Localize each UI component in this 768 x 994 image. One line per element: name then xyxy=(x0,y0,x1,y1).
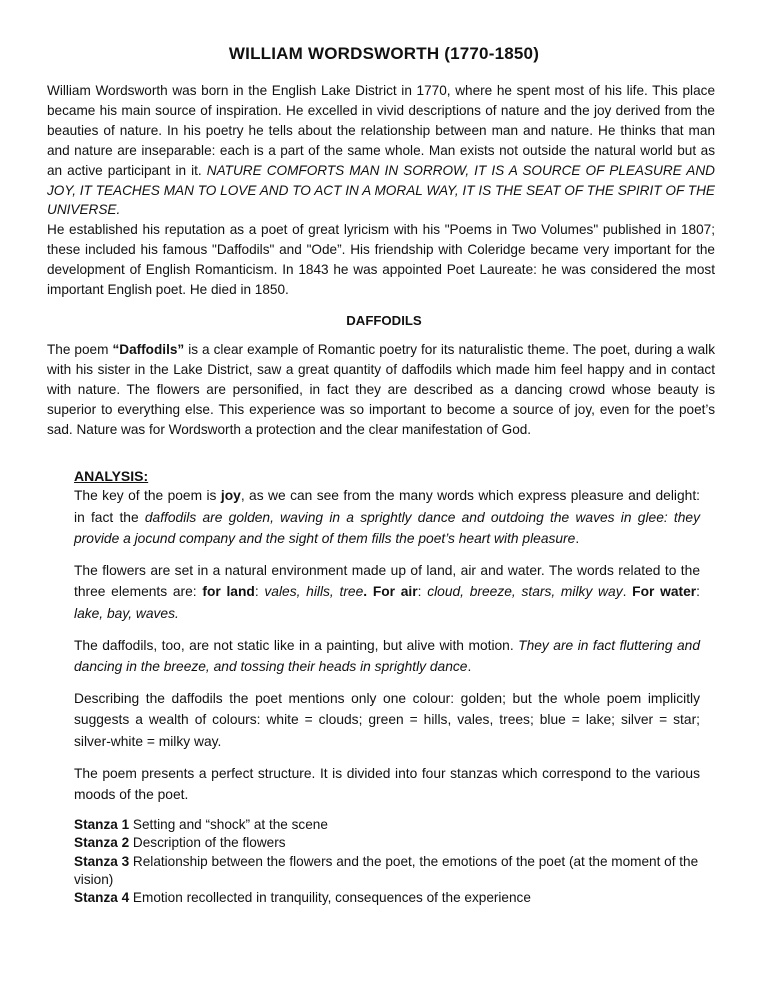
stanza-text: Setting and “shock” at the scene xyxy=(129,816,328,832)
p3-text-c: . xyxy=(467,659,472,675)
biography-paragraph xyxy=(47,81,715,300)
page-title: WILLIAM WORDSWORTH (1770-1850) xyxy=(228,44,540,63)
stanza-label: Stanza 1 xyxy=(74,816,130,832)
p2-water-words: lake, bay, waves. xyxy=(74,605,179,621)
list-item xyxy=(74,853,700,890)
analysis-paragraph-structure: The poem presents a perfect structure. It is divided into four stanzas which correspond to the various moods of the poet. xyxy=(74,765,700,803)
p2-for-air: . For air xyxy=(363,584,418,600)
p3-text-a: The daffodils, too, are not static like in a painting, but alive with motion. xyxy=(74,637,519,653)
analysis-paragraph-elements xyxy=(74,560,700,625)
intro-text-a: The poem xyxy=(47,342,113,357)
stanza-text: Emotion recollected in tranquility, consequences of the experience xyxy=(129,890,531,906)
p1-keyword-joy: joy xyxy=(220,488,241,503)
bio-italic-text: NATURE COMFORTS MAN IN SORROW, IT IS A SOURCE OF PLEASURE AND JOY, IT TEACHES MAN TO LOVE AND TO ACT IN A MORAL WAY, IT IS THE SEAT OF THE SPIRIT OF THE UNIVERSE. xyxy=(47,162,715,218)
stanza-text: Relationship between the flowers and the poet, the emotions of the poet (at the moment of the vision) xyxy=(74,853,699,887)
p2-text-c: : xyxy=(254,584,265,600)
p2-text-a: The flowers are set in a natural environment made up of land, air and water. The words related to the three elements are: xyxy=(74,562,700,600)
p1-text-c: , as we can see from the many words which express pleasure and delight: in fact the xyxy=(74,488,700,525)
intro-text-c: is a clear example of Romantic poetry for its naturalistic theme. The poet, during a walk with his sister in the Lake District, saw a great quantity of daffodils which made him feel happy and in contact with nature. The flowers are personified, in fact they are described as a dancing crowd whose beauty is superior to everything else. This experience was so important to become a source of joy, even for the poet’s sad. Nature was for Wordsworth a protection and the clear manifestation of God. xyxy=(47,342,715,437)
stanza-label: Stanza 4 xyxy=(74,890,130,906)
p2-air-words: cloud, breeze, stars, milky way xyxy=(427,584,623,600)
analysis-paragraph-motion xyxy=(74,635,700,678)
poem-name: “Daffodils” xyxy=(112,342,185,357)
p3-italic: They are in fact fluttering and dancing in the breeze, and tossing their heads in sprightly dance xyxy=(74,637,700,675)
analysis-section xyxy=(74,467,700,908)
analysis-heading: ANALYSIS: xyxy=(74,468,149,484)
p1-text-e: . xyxy=(575,531,580,547)
stanza-label: Stanza 2 xyxy=(74,835,130,851)
p2-text-f: : xyxy=(417,584,428,600)
p1-text-a: The key of the poem is xyxy=(74,488,221,503)
analysis-paragraph-joy xyxy=(74,485,700,550)
list-item xyxy=(74,816,700,834)
p2-for-water: For water xyxy=(632,584,697,600)
list-item xyxy=(74,889,700,907)
stanza-text: Description of the flowers xyxy=(129,835,286,851)
list-item xyxy=(74,834,700,852)
p2-land-words: vales, hills, tree xyxy=(264,584,364,600)
stanza-label: Stanza 3 xyxy=(74,853,130,869)
daffodils-intro-paragraph xyxy=(47,340,715,440)
p2-for-land: for land xyxy=(202,584,255,600)
analysis-paragraph-colours: Describing the daffodils the poet mentions only one colour: golden; but the whole poem implicitly suggests a wealth of colours: white = clouds; green = hills, vales, trees; blue = lake; silver = star; silver-white = milky way. xyxy=(74,690,700,749)
p2-text-j: : xyxy=(696,584,700,600)
bio-text: William Wordsworth was born in the English Lake District in 1770, where he spent most of his life. This place became his main source of inspiration. He excelled in vivid descriptions of nature and the joy derived from the beauties of nature. In his poetry he tells about the relationship between man and nature. He thinks that man and nature are inseparable: each is a part of the same whole. Man exists not outside the natural world but as an active participant in it. xyxy=(47,83,715,178)
bio-second-text: He established his reputation as a poet of great lyricism with his "Poems in Two Volumes" published in 1807; these included his famous "Daffodils" and "Ode”. His friendship with Coleridge became very important for the development of English Romanticism. In 1843 he was appointed Poet Laureate: he was considered the most important English poet. He died in 1850. xyxy=(47,222,715,298)
section-heading-daffodils: DAFFODILS xyxy=(346,313,422,328)
stanza-list xyxy=(74,816,700,908)
p1-italic: daffodils are golden, waving in a sprightly dance and outdoing the waves in glee: they provide a jocund company and the sight of them fills the poet’s heart with pleasure xyxy=(74,509,701,547)
p2-text-h: . xyxy=(622,584,633,600)
